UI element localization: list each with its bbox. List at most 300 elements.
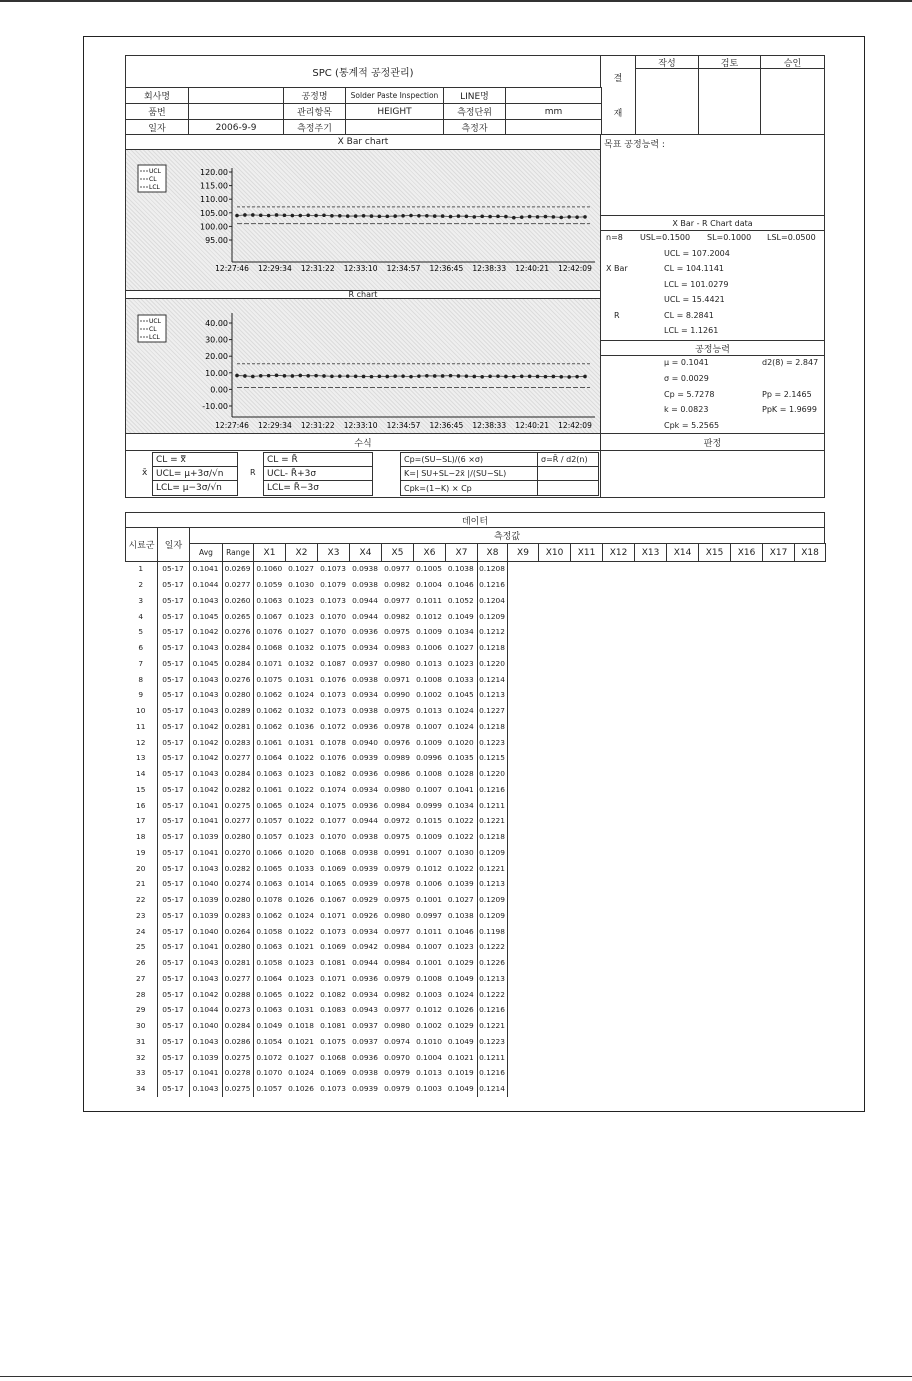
r-point <box>251 375 255 379</box>
cell-x2: 0.1027 <box>288 564 314 574</box>
r-y-tick-label: 30.00 <box>205 335 228 345</box>
cell-x8: 0.1213 <box>477 876 507 892</box>
cell-x4: 0.0939 <box>352 1084 378 1094</box>
xbar-point <box>528 215 532 219</box>
cell-group: 19 <box>136 847 146 857</box>
r-point <box>275 373 279 377</box>
r-point <box>385 375 389 379</box>
xbar-symbol: x̄ <box>142 468 148 478</box>
cell-date: 05-17 <box>157 1081 189 1097</box>
cell-x3: 0.1073 <box>320 564 346 574</box>
r-x-tick-label: 12:27:46 <box>215 421 249 430</box>
r-point <box>472 375 476 379</box>
cell-x6: 0.1008 <box>416 973 442 983</box>
cell-x6: 0.1010 <box>416 1036 442 1046</box>
xbar-point <box>362 214 366 218</box>
xbar-point <box>583 215 587 219</box>
cell-date: 05-17 <box>157 876 189 892</box>
cell-avg: 0.1042 <box>192 784 219 794</box>
cell-x4: 0.0936 <box>352 800 378 810</box>
xbar-x-tick-label: 12:40:21 <box>515 264 549 273</box>
xbar-x-tick-label: 12:42:09 <box>558 264 592 273</box>
cell-x4: 0.0936 <box>352 1052 378 1062</box>
cell-avg: 0.1040 <box>192 1021 219 1031</box>
cell-x7: 0.1024 <box>447 989 474 999</box>
cell-range: 0.0289 <box>222 703 253 719</box>
r-point <box>528 374 532 378</box>
cell-x8: 0.1226 <box>477 955 507 971</box>
cell-group: 28 <box>136 989 146 999</box>
cell-x5: 0.0984 <box>384 942 410 952</box>
cell-range: 0.0273 <box>222 1002 253 1018</box>
cell-x3: 0.1073 <box>320 595 346 605</box>
xbar-x-tick-label: 12:27:46 <box>215 264 249 273</box>
cell-range: 0.0280 <box>222 892 253 908</box>
cell-group: 12 <box>136 737 146 747</box>
cell-x5: 0.0984 <box>384 958 410 968</box>
cell-x7: 0.1045 <box>447 690 474 700</box>
cell-x6: 0.0999 <box>416 800 442 810</box>
cell-range: 0.0269 <box>222 561 253 577</box>
xr-data-title: X Bar - R Chart data <box>600 215 825 231</box>
cell-x1: 0.1063 <box>256 942 283 952</box>
cell-x5: 0.0975 <box>384 895 410 905</box>
col-header-x1: X1 <box>253 543 286 562</box>
cp-formula: Cp=(SU−SL)/(6 ×σ) <box>400 452 538 467</box>
r-y-tick-label: 0.00 <box>210 385 228 395</box>
table-row <box>125 561 507 577</box>
cell-x6: 0.1012 <box>416 1005 442 1015</box>
cell-date: 05-17 <box>157 577 189 593</box>
cell-x6: 0.1007 <box>416 721 442 731</box>
cell-avg: 0.1042 <box>192 753 219 763</box>
r-ucl-formula: UCL- R̄+3σ <box>263 466 373 481</box>
cell-avg: 0.1045 <box>192 611 219 621</box>
r-x-tick-label: 12:36:45 <box>429 421 464 430</box>
cell-range: 0.0280 <box>222 939 253 955</box>
cell-x6: 0.1001 <box>416 895 442 905</box>
formula-blank-1 <box>537 466 599 481</box>
cell-avg: 0.1041 <box>192 564 219 574</box>
cell-x1: 0.1066 <box>256 847 283 857</box>
cell-range: 0.0284 <box>222 656 253 672</box>
cell-x1: 0.1063 <box>256 769 283 779</box>
r-lcl-formula: LCL= R̄−3σ <box>263 480 373 496</box>
cp-value: Cp = 5.7278 <box>664 390 715 399</box>
cell-x5: 0.0980 <box>384 784 410 794</box>
xbar-point <box>235 214 239 218</box>
cell-x2: 0.1024 <box>288 1068 314 1078</box>
judgement-field[interactable] <box>600 450 825 498</box>
k-formula: K=| SU+SL−2x̄ |/(SU−SL) <box>400 466 538 481</box>
r-point <box>283 374 287 378</box>
xbar-point <box>314 214 318 218</box>
col-header-x4: X4 <box>349 543 382 562</box>
col-group: 시료군 <box>125 527 158 562</box>
cell-x3: 0.1069 <box>320 942 346 952</box>
cell-x2: 0.1033 <box>288 863 314 873</box>
xbar-x-tick-label: 12:29:34 <box>258 264 292 273</box>
cell-group: 15 <box>136 784 146 794</box>
r-legend-cl: CL <box>149 326 157 333</box>
usl-value: USL=0.1500 <box>640 233 691 242</box>
cell-x3: 0.1070 <box>320 832 346 842</box>
cell-range: 0.0277 <box>222 971 253 987</box>
cell-x8: 0.1218 <box>477 829 507 845</box>
cell-x1: 0.1076 <box>256 627 283 637</box>
cell-x4: 0.0939 <box>352 863 378 873</box>
xbar-y-tick-label: 120.00 <box>200 168 228 177</box>
xbar-chart-title: X Bar chart <box>125 134 601 150</box>
cell-x7: 0.1052 <box>447 595 474 605</box>
cell-range: 0.0278 <box>222 1065 253 1081</box>
col-header-x7: X7 <box>445 543 478 562</box>
xbar-point <box>354 214 358 218</box>
cell-x5: 0.0976 <box>384 737 410 747</box>
cell-x4: 0.0938 <box>352 847 378 857</box>
cell-group: 30 <box>136 1021 146 1031</box>
xbar-point <box>488 215 492 219</box>
col-header-x13: X13 <box>634 543 667 562</box>
approval-label-bottom: 재 <box>613 109 623 119</box>
cell-x4: 0.0938 <box>352 832 378 842</box>
cell-avg: 0.1043 <box>192 643 219 653</box>
r-y-tick-label: 40.00 <box>205 319 228 328</box>
xbar-point <box>457 214 461 218</box>
company-label: 회사명 <box>125 87 189 104</box>
table-row <box>125 750 507 766</box>
r-point <box>354 374 358 378</box>
r-point <box>559 375 563 379</box>
cell-avg: 0.1042 <box>192 627 219 637</box>
cell-range: 0.0282 <box>222 860 253 876</box>
cell-x5: 0.0984 <box>384 800 410 810</box>
cell-x5: 0.0975 <box>384 627 410 637</box>
cell-x3: 0.1073 <box>320 706 346 716</box>
cell-range: 0.0275 <box>222 1081 253 1097</box>
cell-avg: 0.1041 <box>192 1068 219 1078</box>
cell-range: 0.0275 <box>222 1049 253 1065</box>
r-y-tick-label: 20.00 <box>205 352 228 362</box>
approval-col-author: 작성 <box>635 55 699 69</box>
cell-x7: 0.1019 <box>447 1068 474 1078</box>
r-legend-ucl: UCL <box>149 318 161 325</box>
cell-x5: 0.0970 <box>384 1052 410 1062</box>
data-table-title: 데이터 <box>125 512 825 528</box>
xbar-legend-lcl: LCL <box>149 184 160 191</box>
cell-avg: 0.1043 <box>192 769 219 779</box>
cell-x8: 0.1222 <box>477 986 507 1002</box>
cell-avg: 0.1044 <box>192 1005 219 1015</box>
r-point <box>575 375 579 379</box>
table-row <box>125 719 507 735</box>
cell-x6: 0.1007 <box>416 847 442 857</box>
cell-avg: 0.1043 <box>192 973 219 983</box>
r-x-tick-label: 12:33:10 <box>343 421 378 430</box>
cell-x5: 0.0975 <box>384 706 410 716</box>
cell-group: 16 <box>136 800 146 810</box>
r-y-tick-label: 10.00 <box>205 368 228 378</box>
table-row <box>125 829 507 845</box>
d2-value: d2(8) = 2.847 <box>762 358 819 367</box>
r-point <box>314 374 318 378</box>
cell-x2: 0.1023 <box>288 769 314 779</box>
table-row <box>125 577 507 593</box>
cell-x4: 0.0936 <box>352 627 378 637</box>
r-point <box>425 374 429 378</box>
cell-x7: 0.1035 <box>447 753 474 763</box>
cell-avg: 0.1042 <box>192 989 219 999</box>
cell-avg: 0.1041 <box>192 800 219 810</box>
xbar-y-tick-label: 115.00 <box>200 181 228 191</box>
cell-group: 9 <box>138 690 144 700</box>
cell-x7: 0.1023 <box>447 942 474 952</box>
cell-x2: 0.1014 <box>288 879 314 889</box>
cell-x6: 0.1006 <box>416 879 442 889</box>
xbar-point <box>291 214 295 218</box>
cell-range: 0.0284 <box>222 1018 253 1034</box>
cell-group: 6 <box>138 643 144 653</box>
cell-x8: 0.1204 <box>477 593 507 609</box>
xbar-point <box>480 215 484 219</box>
col-header-x6: X6 <box>413 543 446 562</box>
table-row <box>125 703 507 719</box>
r-legend-lcl: LCL <box>149 334 160 341</box>
cell-group: 10 <box>136 706 146 716</box>
cell-group: 20 <box>136 863 146 873</box>
cell-x2: 0.1032 <box>288 643 314 653</box>
item-label: 관리항목 <box>283 103 346 120</box>
cell-x2: 0.1026 <box>288 1084 314 1094</box>
cell-range: 0.0283 <box>222 908 253 924</box>
xbar-point <box>385 215 389 219</box>
table-row <box>125 1065 507 1081</box>
cell-x3: 0.1071 <box>320 973 346 983</box>
cell-x1: 0.1075 <box>256 674 283 684</box>
cell-x1: 0.1062 <box>256 910 283 920</box>
cell-x4: 0.0939 <box>352 753 378 763</box>
cell-x7: 0.1038 <box>447 564 474 574</box>
cell-x8: 0.1220 <box>477 766 507 782</box>
cell-group: 8 <box>138 674 144 684</box>
cell-x8: 0.1223 <box>477 1034 507 1050</box>
xbar-point <box>417 214 421 218</box>
cell-x3: 0.1075 <box>320 1036 346 1046</box>
cell-avg: 0.1041 <box>192 942 219 952</box>
cell-group: 32 <box>136 1052 146 1062</box>
cell-x4: 0.0938 <box>352 674 378 684</box>
table-row <box>125 939 507 955</box>
cell-x8: 0.1227 <box>477 703 507 719</box>
cell-group: 2 <box>138 580 144 590</box>
r-point <box>520 374 524 378</box>
r-x-tick-label: 12:34:57 <box>386 421 421 430</box>
cell-x1: 0.1057 <box>256 832 283 842</box>
xbar-point <box>275 213 279 217</box>
col-header-x3: X3 <box>317 543 350 562</box>
xbar-point <box>330 214 334 218</box>
cell-x4: 0.0944 <box>352 611 378 621</box>
cell-date: 05-17 <box>157 971 189 987</box>
cell-x1: 0.1061 <box>256 737 283 747</box>
cell-x3: 0.1076 <box>320 674 346 684</box>
xbar-point <box>449 215 453 219</box>
table-row <box>125 876 507 892</box>
cell-x7: 0.1049 <box>447 611 474 621</box>
cell-group: 7 <box>138 658 144 668</box>
cell-x8: 0.1216 <box>477 1065 507 1081</box>
r-x-tick-label: 12:31:22 <box>300 421 335 430</box>
cell-range: 0.0277 <box>222 750 253 766</box>
cell-group: 29 <box>136 1005 146 1015</box>
cell-x4: 0.0934 <box>352 643 378 653</box>
cell-x6: 0.0996 <box>416 753 442 763</box>
cell-x2: 0.1022 <box>288 989 314 999</box>
r-x-tick-label: 12:40:21 <box>515 421 549 430</box>
cell-x4: 0.0940 <box>352 737 378 747</box>
cell-x7: 0.1034 <box>447 800 474 810</box>
r-point <box>243 374 247 378</box>
xbar-label: X Bar <box>606 264 628 273</box>
cell-x4: 0.0937 <box>352 1036 378 1046</box>
formula-blank-2 <box>537 480 599 496</box>
cell-x3: 0.1069 <box>320 1068 346 1078</box>
cell-x8: 0.1218 <box>477 719 507 735</box>
part-label: 품번 <box>125 103 189 120</box>
cell-x2: 0.1030 <box>288 580 314 590</box>
x-ucl-formula: UCL= μ+3σ/√n <box>152 466 238 481</box>
cell-date: 05-17 <box>157 766 189 782</box>
cell-x5: 0.0974 <box>384 1036 410 1046</box>
cell-x8: 0.1215 <box>477 750 507 766</box>
table-row <box>125 797 507 813</box>
cell-x3: 0.1074 <box>320 784 346 794</box>
cell-date: 05-17 <box>157 1034 189 1050</box>
cell-avg: 0.1043 <box>192 1084 219 1094</box>
cell-x4: 0.0937 <box>352 1021 378 1031</box>
cell-x7: 0.1049 <box>447 973 474 983</box>
r-point <box>433 374 437 378</box>
data-table <box>125 561 508 1097</box>
cell-x1: 0.1062 <box>256 706 283 716</box>
cell-x5: 0.0977 <box>384 1005 410 1015</box>
xbar-point <box>409 214 413 218</box>
cell-x2: 0.1022 <box>288 753 314 763</box>
cell-range: 0.0277 <box>222 813 253 829</box>
cpk-value: Cpk = 5.2565 <box>664 421 720 430</box>
cell-x8: 0.1221 <box>477 813 507 829</box>
cell-x6: 0.1011 <box>416 595 442 605</box>
cell-range: 0.0275 <box>222 797 253 813</box>
cell-x7: 0.1049 <box>447 1084 474 1094</box>
cell-x3: 0.1071 <box>320 910 346 920</box>
mu-value: μ = 0.1041 <box>664 358 709 367</box>
cell-x6: 0.1007 <box>416 942 442 952</box>
cell-x6: 0.1009 <box>416 627 442 637</box>
cell-date: 05-17 <box>157 908 189 924</box>
cpk-formula: Cpk=(1−K) × Cp <box>400 480 538 496</box>
cell-x7: 0.1046 <box>447 580 474 590</box>
r-point <box>504 375 508 379</box>
xbar-point <box>433 214 437 218</box>
cell-x1: 0.1065 <box>256 863 283 873</box>
target-capability: 목표 공정능력 : <box>600 134 825 216</box>
cell-x5: 0.0977 <box>384 926 410 936</box>
cell-x1: 0.1067 <box>256 611 283 621</box>
cell-x3: 0.1075 <box>320 643 346 653</box>
capability-title: 공정능력 <box>600 340 825 356</box>
col-header-x5: X5 <box>381 543 414 562</box>
cell-x2: 0.1023 <box>288 832 314 842</box>
cell-group: 24 <box>136 926 146 936</box>
cell-x1: 0.1063 <box>256 595 283 605</box>
cell-x8: 0.1198 <box>477 923 507 939</box>
cell-date: 05-17 <box>157 845 189 861</box>
cell-group: 11 <box>136 721 146 731</box>
lsl-value: LSL=0.0500 <box>767 233 816 242</box>
cell-date: 05-17 <box>157 719 189 735</box>
r-point <box>322 374 326 378</box>
cell-x7: 0.1049 <box>447 1036 474 1046</box>
table-row <box>125 955 507 971</box>
cell-group: 5 <box>138 627 144 637</box>
xbar-point <box>370 214 374 218</box>
cell-range: 0.0274 <box>222 876 253 892</box>
cell-x3: 0.1077 <box>320 816 346 826</box>
table-row <box>125 593 507 609</box>
cell-x5: 0.0991 <box>384 847 410 857</box>
approval-col-review: 검토 <box>698 55 761 69</box>
cell-x5: 0.0982 <box>384 611 410 621</box>
cell-date: 05-17 <box>157 1002 189 1018</box>
table-row <box>125 892 507 908</box>
cell-x6: 0.1003 <box>416 1084 442 1094</box>
cell-date: 05-17 <box>157 923 189 939</box>
cell-x7: 0.1022 <box>447 816 474 826</box>
cell-avg: 0.1039 <box>192 910 219 920</box>
cell-x7: 0.1033 <box>447 674 474 684</box>
cell-x2: 0.1026 <box>288 895 314 905</box>
cell-x7: 0.1023 <box>447 658 474 668</box>
r-point <box>441 374 445 378</box>
cell-avg: 0.1041 <box>192 847 219 857</box>
cell-x2: 0.1027 <box>288 627 314 637</box>
cell-date: 05-17 <box>157 656 189 672</box>
cell-range: 0.0284 <box>222 766 253 782</box>
cycle-label: 측정주기 <box>283 119 346 136</box>
table-row <box>125 1034 507 1050</box>
cell-x6: 0.1002 <box>416 1021 442 1031</box>
cell-x4: 0.0938 <box>352 1068 378 1078</box>
cell-x1: 0.1078 <box>256 895 283 905</box>
cell-date: 05-17 <box>157 1065 189 1081</box>
cell-x6: 0.1013 <box>416 706 442 716</box>
cell-avg: 0.1042 <box>192 721 219 731</box>
cell-x7: 0.1028 <box>447 769 474 779</box>
cell-x8: 0.1211 <box>477 1049 507 1065</box>
cell-x6: 0.1008 <box>416 674 442 684</box>
cell-x2: 0.1031 <box>288 674 314 684</box>
cell-x4: 0.0938 <box>352 564 378 574</box>
cell-x2: 0.1036 <box>288 721 314 731</box>
cell-x3: 0.1068 <box>320 847 346 857</box>
cell-avg: 0.1045 <box>192 658 219 668</box>
cell-range: 0.0281 <box>222 955 253 971</box>
xbar-point <box>559 216 563 220</box>
cell-range: 0.0264 <box>222 923 253 939</box>
measure-header: 측정값 <box>189 527 825 544</box>
xbar-point <box>306 213 310 217</box>
